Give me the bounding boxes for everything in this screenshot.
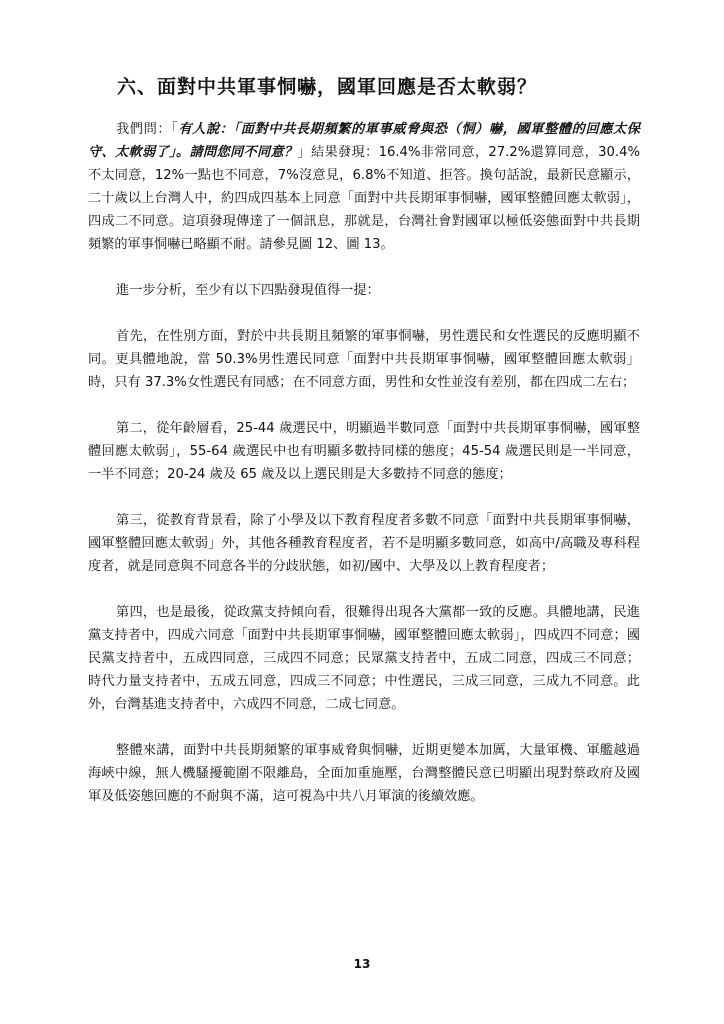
paragraph-gender: 首先，在性別方面，對於中共長期且頻繁的軍事恫嚇，男性選民和女性選民的反應明顯不同。更具體地說，當 50.3%男性選民同意「面對中共長期軍事恫嚇，國軍整體回應太軟弱」時，只有 37.3%女性選民有同感；在不同意方面，男性和女性並沒有差別，都在四成二左右； bbox=[88, 329, 640, 390]
paragraph-education: 第三，從教育背景看，除了小學及以下教育程度者多數不同意「面對中共長期軍事恫嚇，國軍整體回應太軟弱」外，其他各種教育程度者，若不是明顯多數同意，如高中/高職及專科程度者，就是同意與不同意各半的分歧狀態，如初/國中、大學及以上教育程度者； bbox=[88, 513, 640, 574]
section-title: 六、面對中共軍事恫嚇，國軍回應是否太軟弱？ bbox=[117, 76, 538, 98]
paragraph-conclusion: 整體來講，面對中共長期頻繁的軍事威脅與恫嚇，近期更變本加厲，大量軍機、軍艦越過海峽中線，無人機騷擾範圍不限離島，全面加重施壓，台灣整體民意已明顯出現對蔡政府及國軍及低姿態回應的不耐與不滿，這可視為中共八月軍演的後續效應。 bbox=[88, 743, 640, 804]
body-text bbox=[88, 118, 640, 831]
intro-lead: 我們問：「 bbox=[116, 122, 179, 137]
survey-question: 有人說：「面對中共長期頻繁的軍事威脅與恐（恫）嚇，國軍整體的回應太保守、太軟弱了」。請問您同不同意？ bbox=[88, 122, 640, 160]
paragraph-findings-intro: 進一步分析，至少有以下四點發現值得一提： bbox=[116, 283, 380, 298]
paragraph-age: 第二，從年齡層看，25-44 歲選民中，明顯過半數同意「面對中共長期軍事恫嚇，國軍整體回應太軟弱」，55-64 歲選民中也有明顯多數持同樣的態度；45-54 歲選民則是一半同意，一半不同意；20-24 歲及 65 歲及以上選民則是大多數持不同意的態度； bbox=[88, 421, 640, 482]
intro-paragraph bbox=[88, 118, 640, 256]
page-number: 13 bbox=[353, 957, 371, 971]
paragraph-party: 第四，也是最後，從政黨支持傾向看，很難得出現各大黨都一致的反應。具體地講，民進黨支持者中，四成六同意「面對中共長期軍事恫嚇，國軍整體回應太軟弱」，四成四不同意；國民黨支持者中，五成四同意，三成四不同意；民眾黨支持者中，五成二同意，四成三不同意；時代力量支持者中，五成五同意，四成三不同意；中性選民，三成三同意，三成九不同意。此外，台灣基進支持者中，六成四不同意，二成七同意。 bbox=[88, 605, 640, 712]
intro-rest: 」結果發現：16.4%非常同意，27.2%還算同意，30.4%不太同意，12%一點也不同意，7%沒意見，6.8%不知道、拒答。換句話說，最新民意顯示，二十歲以上台灣人中，約四成四基本上同意「面對中共長期軍事恫嚇，國軍整體回應太軟弱」，四成二不同意。這項發現傳達了一個訊息，那就是，台灣社會對國軍以極低姿態面對中共長期頻繁的軍事恫嚇已略顯不耐。請參見圖 12、圖 13。 bbox=[88, 145, 640, 252]
